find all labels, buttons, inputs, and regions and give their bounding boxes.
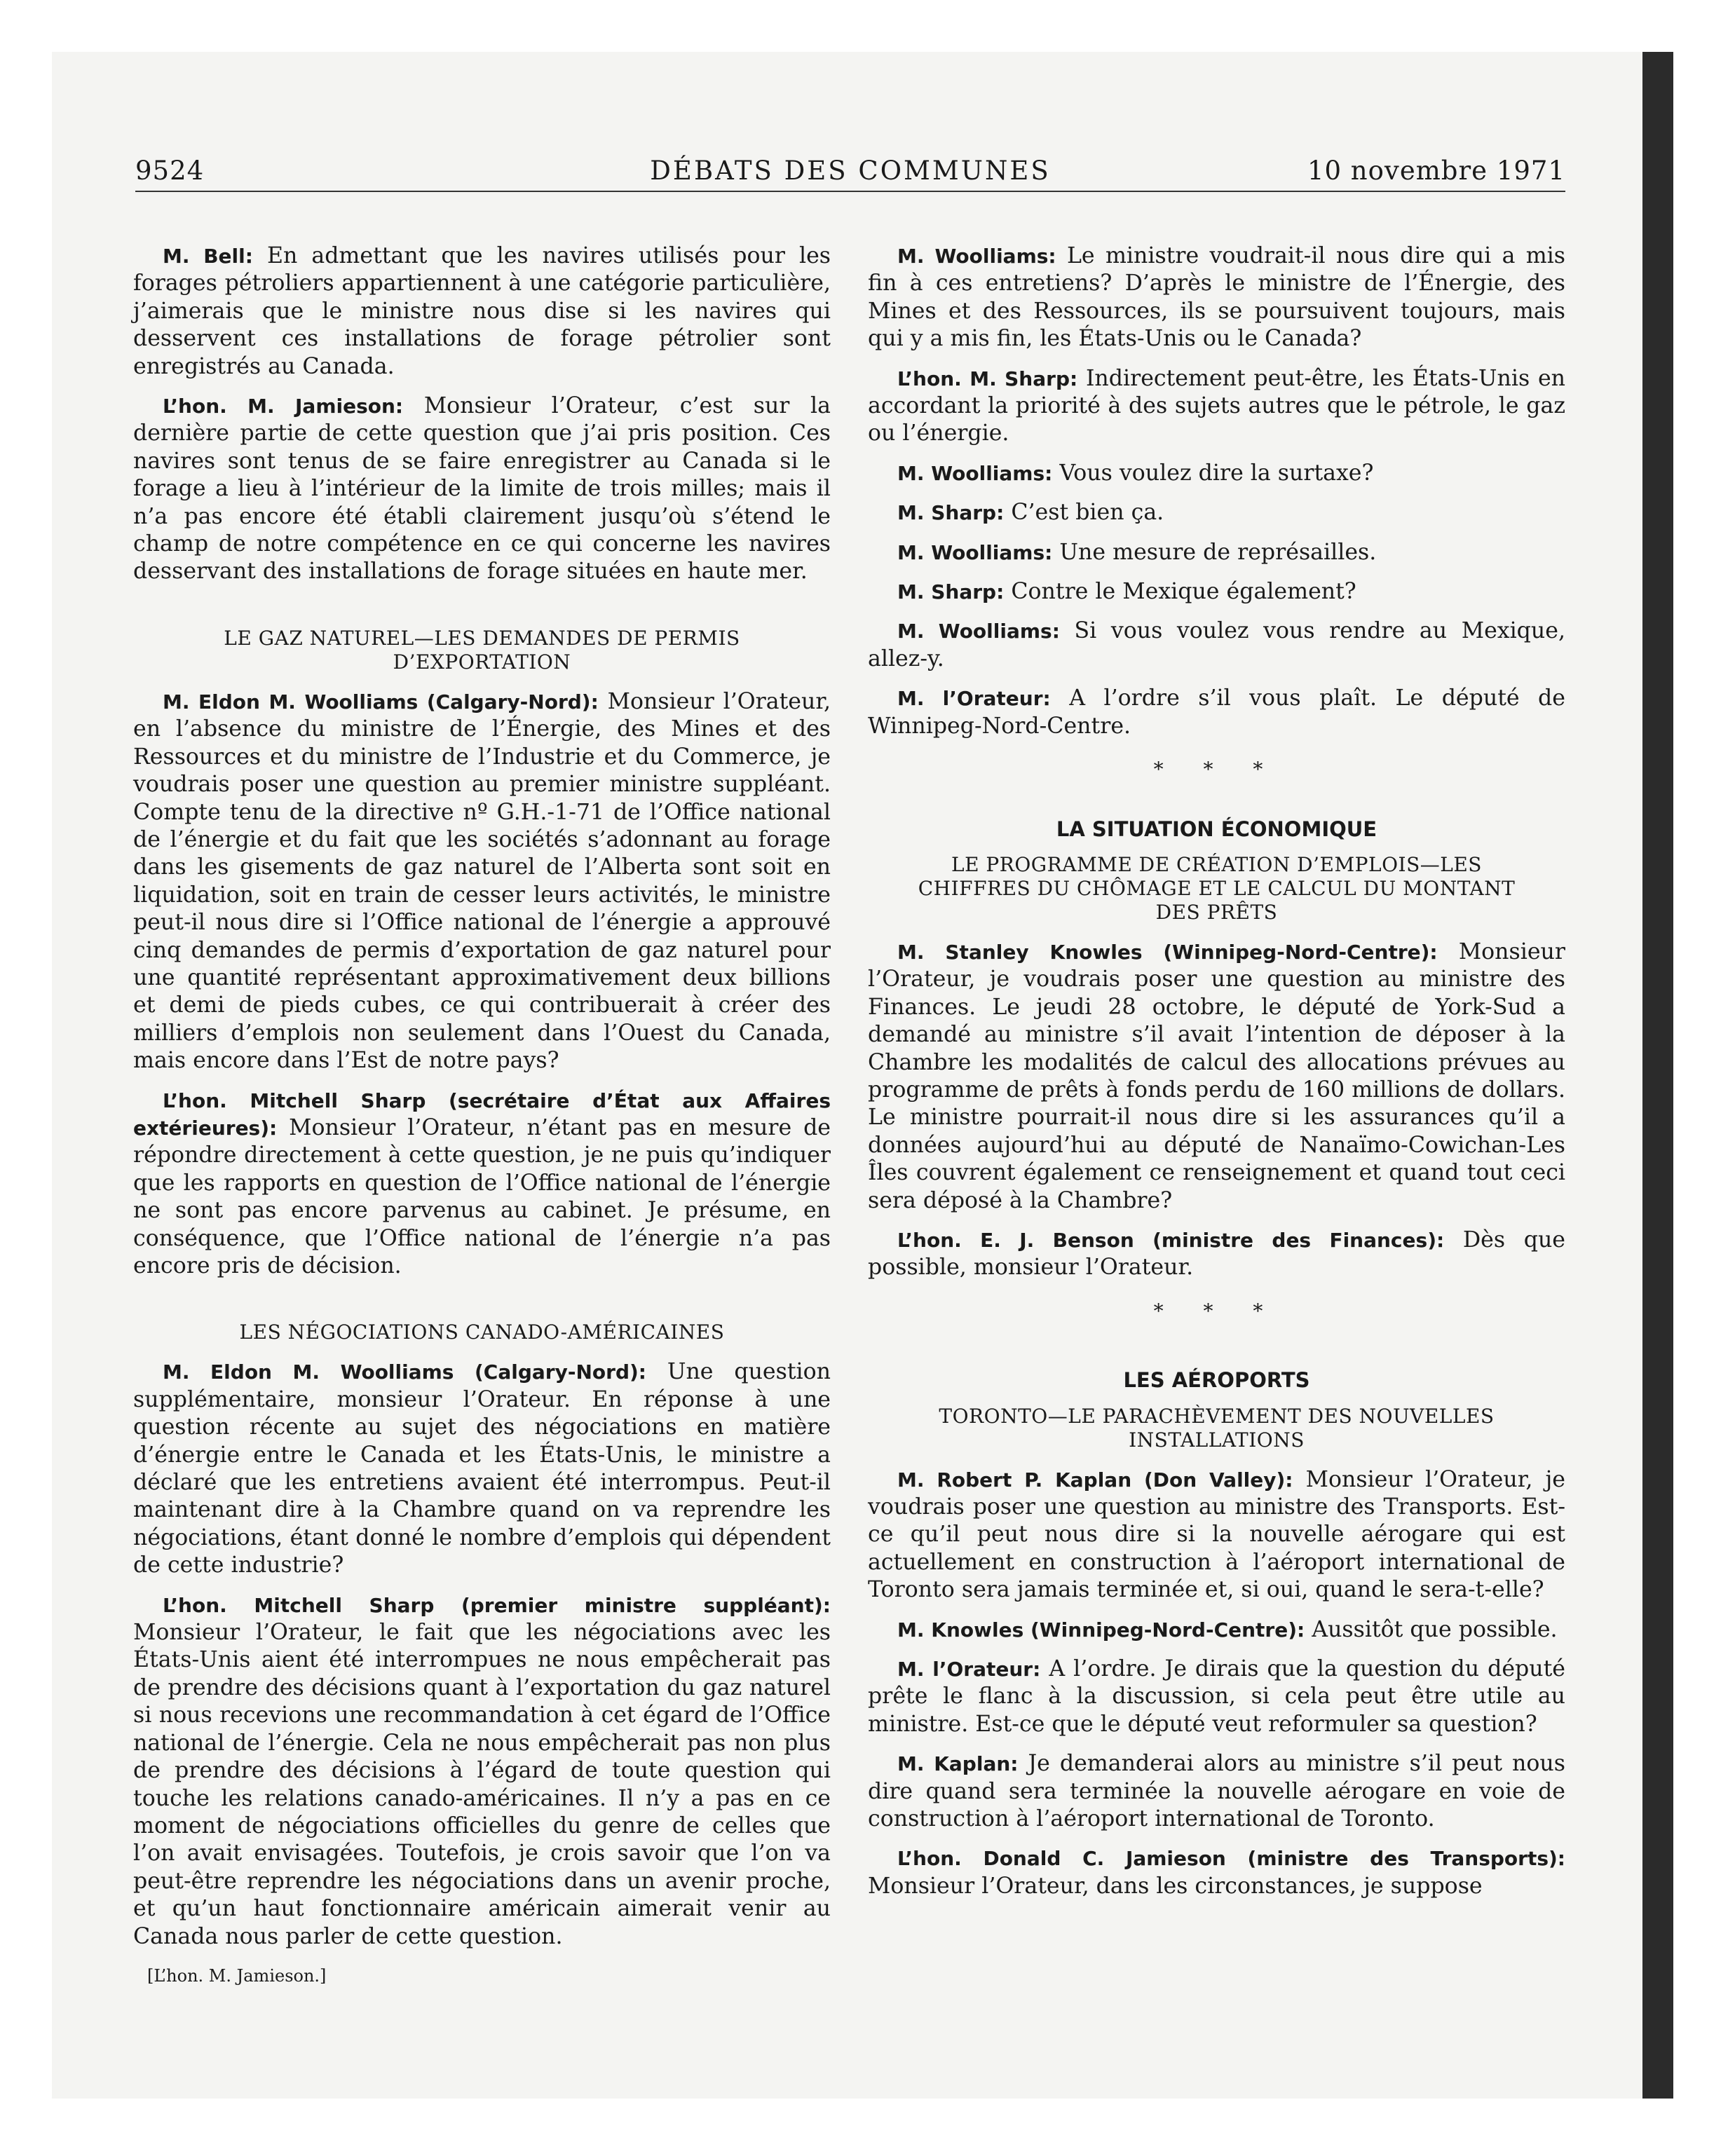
publication-title: DÉBATS DES COMMUNES <box>650 156 1051 186</box>
speech-text: Aussitôt que possible. <box>1312 1616 1558 1642</box>
speech-text: Si vous voulez vous rendre au Mexique, allez-y. <box>868 618 1565 671</box>
speech-text: Monsieur l’Orateur, je voudrais poser une question au ministre des Transports. Est-ce qu’il peut nous dire si la nouvelle aérogare qui est actuellement en construction à l’aéroport international de Toronto sera jamais terminée et, si oui, quand le sera-t-elle? <box>868 1466 1565 1603</box>
speech-text: Indirectement peut-être, les États-Unis en accordant la priorité à des sujets autres que le pétrole, le gaz ou l’énergie. <box>868 365 1566 446</box>
speech-text: A l’ordre. Je dirais que la question du député prête le flanc à la discussion, si cela peut être utile au ministre. Est-ce que le député veut reformuler sa question? <box>868 1656 1565 1737</box>
speaker-name: M. l’Orateur: <box>897 1658 1041 1681</box>
scan-edge-shadow <box>1642 52 1673 2099</box>
speaker-name: M. Woolliams: <box>897 620 1060 643</box>
section-heading: LA SITUATION ÉCONOMIQUE <box>1056 817 1377 841</box>
speech-text: A l’ordre s’il vous plaît. Le député de Winnipeg-Nord-Centre. <box>868 685 1565 739</box>
paragraph <box>868 460 1565 487</box>
subheading: LES NÉGOCIATIONS CANADO-AMÉRICAINES <box>239 1321 725 1344</box>
speaker-name: M. Knowles (Winnipeg-Nord-Centre): <box>897 1618 1305 1642</box>
paragraph <box>133 1087 831 1281</box>
paragraph <box>868 1750 1565 1833</box>
paragraph <box>133 1358 831 1579</box>
speech-text: Le ministre voudrait-il nous dire qui a mis fin à ces entretiens? D’après le ministre de l’Énergie, des Mines et des Ressources, ils se poursuivent toujours, mais qui y a mis fin, les États-Unis ou le Canada? <box>868 243 1565 352</box>
speech-text: En admettant que les navires utilisés pour les forages pétroliers appartiennent à une catégorie particulière, j’aimerais que le ministre nous dise si les navires qui desservent ces installations de forage pétrolier sont enregistrés au Canada. <box>133 243 831 379</box>
speech-text: Une question supplémentaire, monsieur l’Orateur. En réponse à une question récente au sujet des négociations en matière d’énergie entre le Canada et les États-Unis, le ministre a déclaré que les entretiens avaient été interrompus. Peut-il maintenant dire à la Chambre quand on va reprendre les négociations, étant donné le nombre d’emplois qui dépendent de cette industrie? <box>133 1359 831 1578</box>
speaker-name: M. Woolliams: <box>897 540 1053 564</box>
footnote: [L’hon. M. Jamieson.] <box>147 1965 327 1986</box>
speaker-name: L’hon. E. J. Benson (ministre des Finances): <box>897 1228 1445 1252</box>
speaker-name: M. Eldon M. Woolliams (Calgary-Nord): <box>163 690 599 714</box>
speech-text: Monsieur l’Orateur, en l’absence du ministre de l’Énergie, des Mines et des Ressources et du ministre de l’Industrie et du Commerce, je voudrais poser une question au premier ministre suppléant. Compte tenu de la directive nº G.H.-1-71 de l’Office national de l’énergie et du fait que les sociétés s’adonnant au forage dans les gisements de gaz naturel de l’Alberta sont soit en liquidation, soit en train de cesser leurs activités, le ministre peut-il nous dire si l’Office national de l’énergie a approuvé cinq demandes de permis d’exportation de gaz naturel pour une quantité représentant approximativement deux billions et demi de pieds cubes, ce qui contribuerait à créer des milliers d’emplois non seulement dans l’Ouest du Canada, mais encore dans l’Est de notre pays? <box>133 688 831 1074</box>
paragraph <box>868 1616 1565 1644</box>
speaker-name: M. Sharp: <box>897 580 1005 604</box>
paragraph <box>868 539 1565 566</box>
speaker-name: M. Eldon M. Woolliams (Calgary-Nord): <box>163 1360 646 1384</box>
paragraph <box>868 939 1565 1215</box>
subheading: LE PROGRAMME DE CRÉATION D’EMPLOIS—LES CHIFFRES DU CHÔMAGE ET LE CALCUL DU MONTANT DES PRÊTS <box>918 852 1516 924</box>
speech-text: Contre le Mexique également? <box>1011 579 1356 605</box>
paragraph <box>868 1466 1565 1604</box>
speaker-name: L’hon. M. Sharp: <box>897 367 1078 390</box>
speaker-name: M. Woolliams: <box>897 461 1053 485</box>
speech-text: Monsieur l’Orateur, dans les circonstances, je suppose <box>868 1873 1483 1899</box>
paragraph <box>868 578 1565 606</box>
speaker-name: L’hon. Mitchell Sharp (premier ministre suppléant): <box>163 1593 831 1617</box>
speaker-name: L’hon. M. Jamieson: <box>163 395 404 418</box>
speaker-name: M. Stanley Knowles (Winnipeg-Nord-Centre): <box>897 940 1438 964</box>
speech-text: Monsieur l’Orateur, n’étant pas en mesure de répondre directement à cette question, je ne puis qu’indiquer que les rapports en question de l’Office national de l’énergie ne sont pas encore parvenus au cabinet. Je présume, en conséquence, que l’Office national de l’énergie n’a pas encore pris de décision. <box>133 1114 831 1278</box>
speech-text: Vous voulez dire la surtaxe? <box>1059 460 1374 486</box>
paragraph <box>133 688 831 1075</box>
speaker-name: L’hon. Mitchell Sharp (secrétaire d’État aux Affaires extérieures): <box>133 1089 831 1140</box>
speaker-name: M. Robert P. Kaplan (Don Valley): <box>897 1468 1293 1492</box>
paragraph <box>133 393 831 586</box>
section-heading: LES AÉROPORTS <box>1123 1368 1310 1393</box>
speaker-name: M. Bell: <box>163 245 253 268</box>
speech-text: Monsieur l’Orateur, je voudrais poser une question au ministre des Finances. Le jeudi 28 octobre, le député de York-Sud a demandé au ministre s’il avait l’intention de déposer à la Chambre les modalités de calcul des allocations prévues au programme de prêts à fonds perdu de 160 millions de dollars. Le ministre pourrait-il nous dire si les assurances qu’il a données aujourd’hui au député de Nanaïmo-Cowichan-Les Îles couvrent également ce renseignement et quand tout ceci sera déposé à la Chambre? <box>868 939 1565 1213</box>
paragraph <box>868 1845 1565 1900</box>
speaker-name: M. l’Orateur: <box>897 687 1051 711</box>
right-column <box>868 243 1565 1912</box>
subheading: TORONTO—LE PARACHÈVEMENT DES NOUVELLES INSTALLATIONS <box>939 1404 1495 1452</box>
paragraph <box>133 243 831 381</box>
page-header <box>135 156 1565 192</box>
paragraph <box>868 365 1565 448</box>
paragraph <box>868 1656 1565 1738</box>
speech-text: Monsieur l’Orateur, le fait que les négociations avec les États-Unis aient été interrompues ne nous empêcherait pas de prendre des décisions quant à l’exportation du gaz naturel si nous recevions une recommandation à cet égard de l’Office national de l’énergie. Cela ne nous empêcherait pas non plus de prendre des décisions à l’égard de toute question qui touche les relations canado-américaines. Il n’y a pas en ce moment de négociations officielles du genre de celles que l’on avait envisagées. Toutefois, je crois savoir que l’on va peut-être reprendre les négociations dans un avenir proche, et qu’un haut fonctionnaire américain aimerait venir au Canada nous parler de cette question. <box>133 1620 831 1949</box>
section-separator: * * * <box>1153 1299 1280 1323</box>
speaker-name: M. Woolliams: <box>897 245 1056 268</box>
paragraph <box>133 1592 831 1951</box>
section-separator: * * * <box>1153 758 1280 782</box>
subheading: LE GAZ NATUREL—LES DEMANDES DE PERMIS D’EXPORTATION <box>224 626 740 674</box>
issue-date: 10 novembre 1971 <box>1307 156 1565 186</box>
paragraph <box>868 618 1565 673</box>
speaker-name: M. Sharp: <box>897 501 1005 525</box>
paragraph <box>868 685 1565 740</box>
speech-text: C’est bien ça. <box>1011 500 1164 526</box>
paragraph <box>868 243 1565 353</box>
speech-text: Dès que possible, monsieur l’Orateur. <box>868 1227 1565 1281</box>
speaker-name: M. Kaplan: <box>897 1752 1019 1776</box>
speech-text: Monsieur l’Orateur, c’est sur la dernière partie de cette question que j’ai pris position. Ces navires sont tenus de se faire enregistrer au Canada si le forage a lieu à l’intérieur de la limite de trois milles; mais il n’a pas encore été établi clairement jusqu’où s’étend le champ de notre compétence en ce qui concerne les navires desservant des installations de forage situées en haute mer. <box>133 393 831 585</box>
paragraph <box>868 499 1565 526</box>
speech-text: Une mesure de représailles. <box>1059 539 1377 565</box>
paragraph <box>868 1227 1565 1282</box>
speech-text: Je demanderai alors au ministre s’il peut nous dire quand sera terminée la nouvelle aérogare en voie de construction à l’aéroport international de Toronto. <box>868 1751 1565 1832</box>
left-column <box>133 243 831 2002</box>
speaker-name: L’hon. Donald C. Jamieson (ministre des Transports): <box>897 1847 1565 1871</box>
page-number: 9524 <box>135 156 205 186</box>
